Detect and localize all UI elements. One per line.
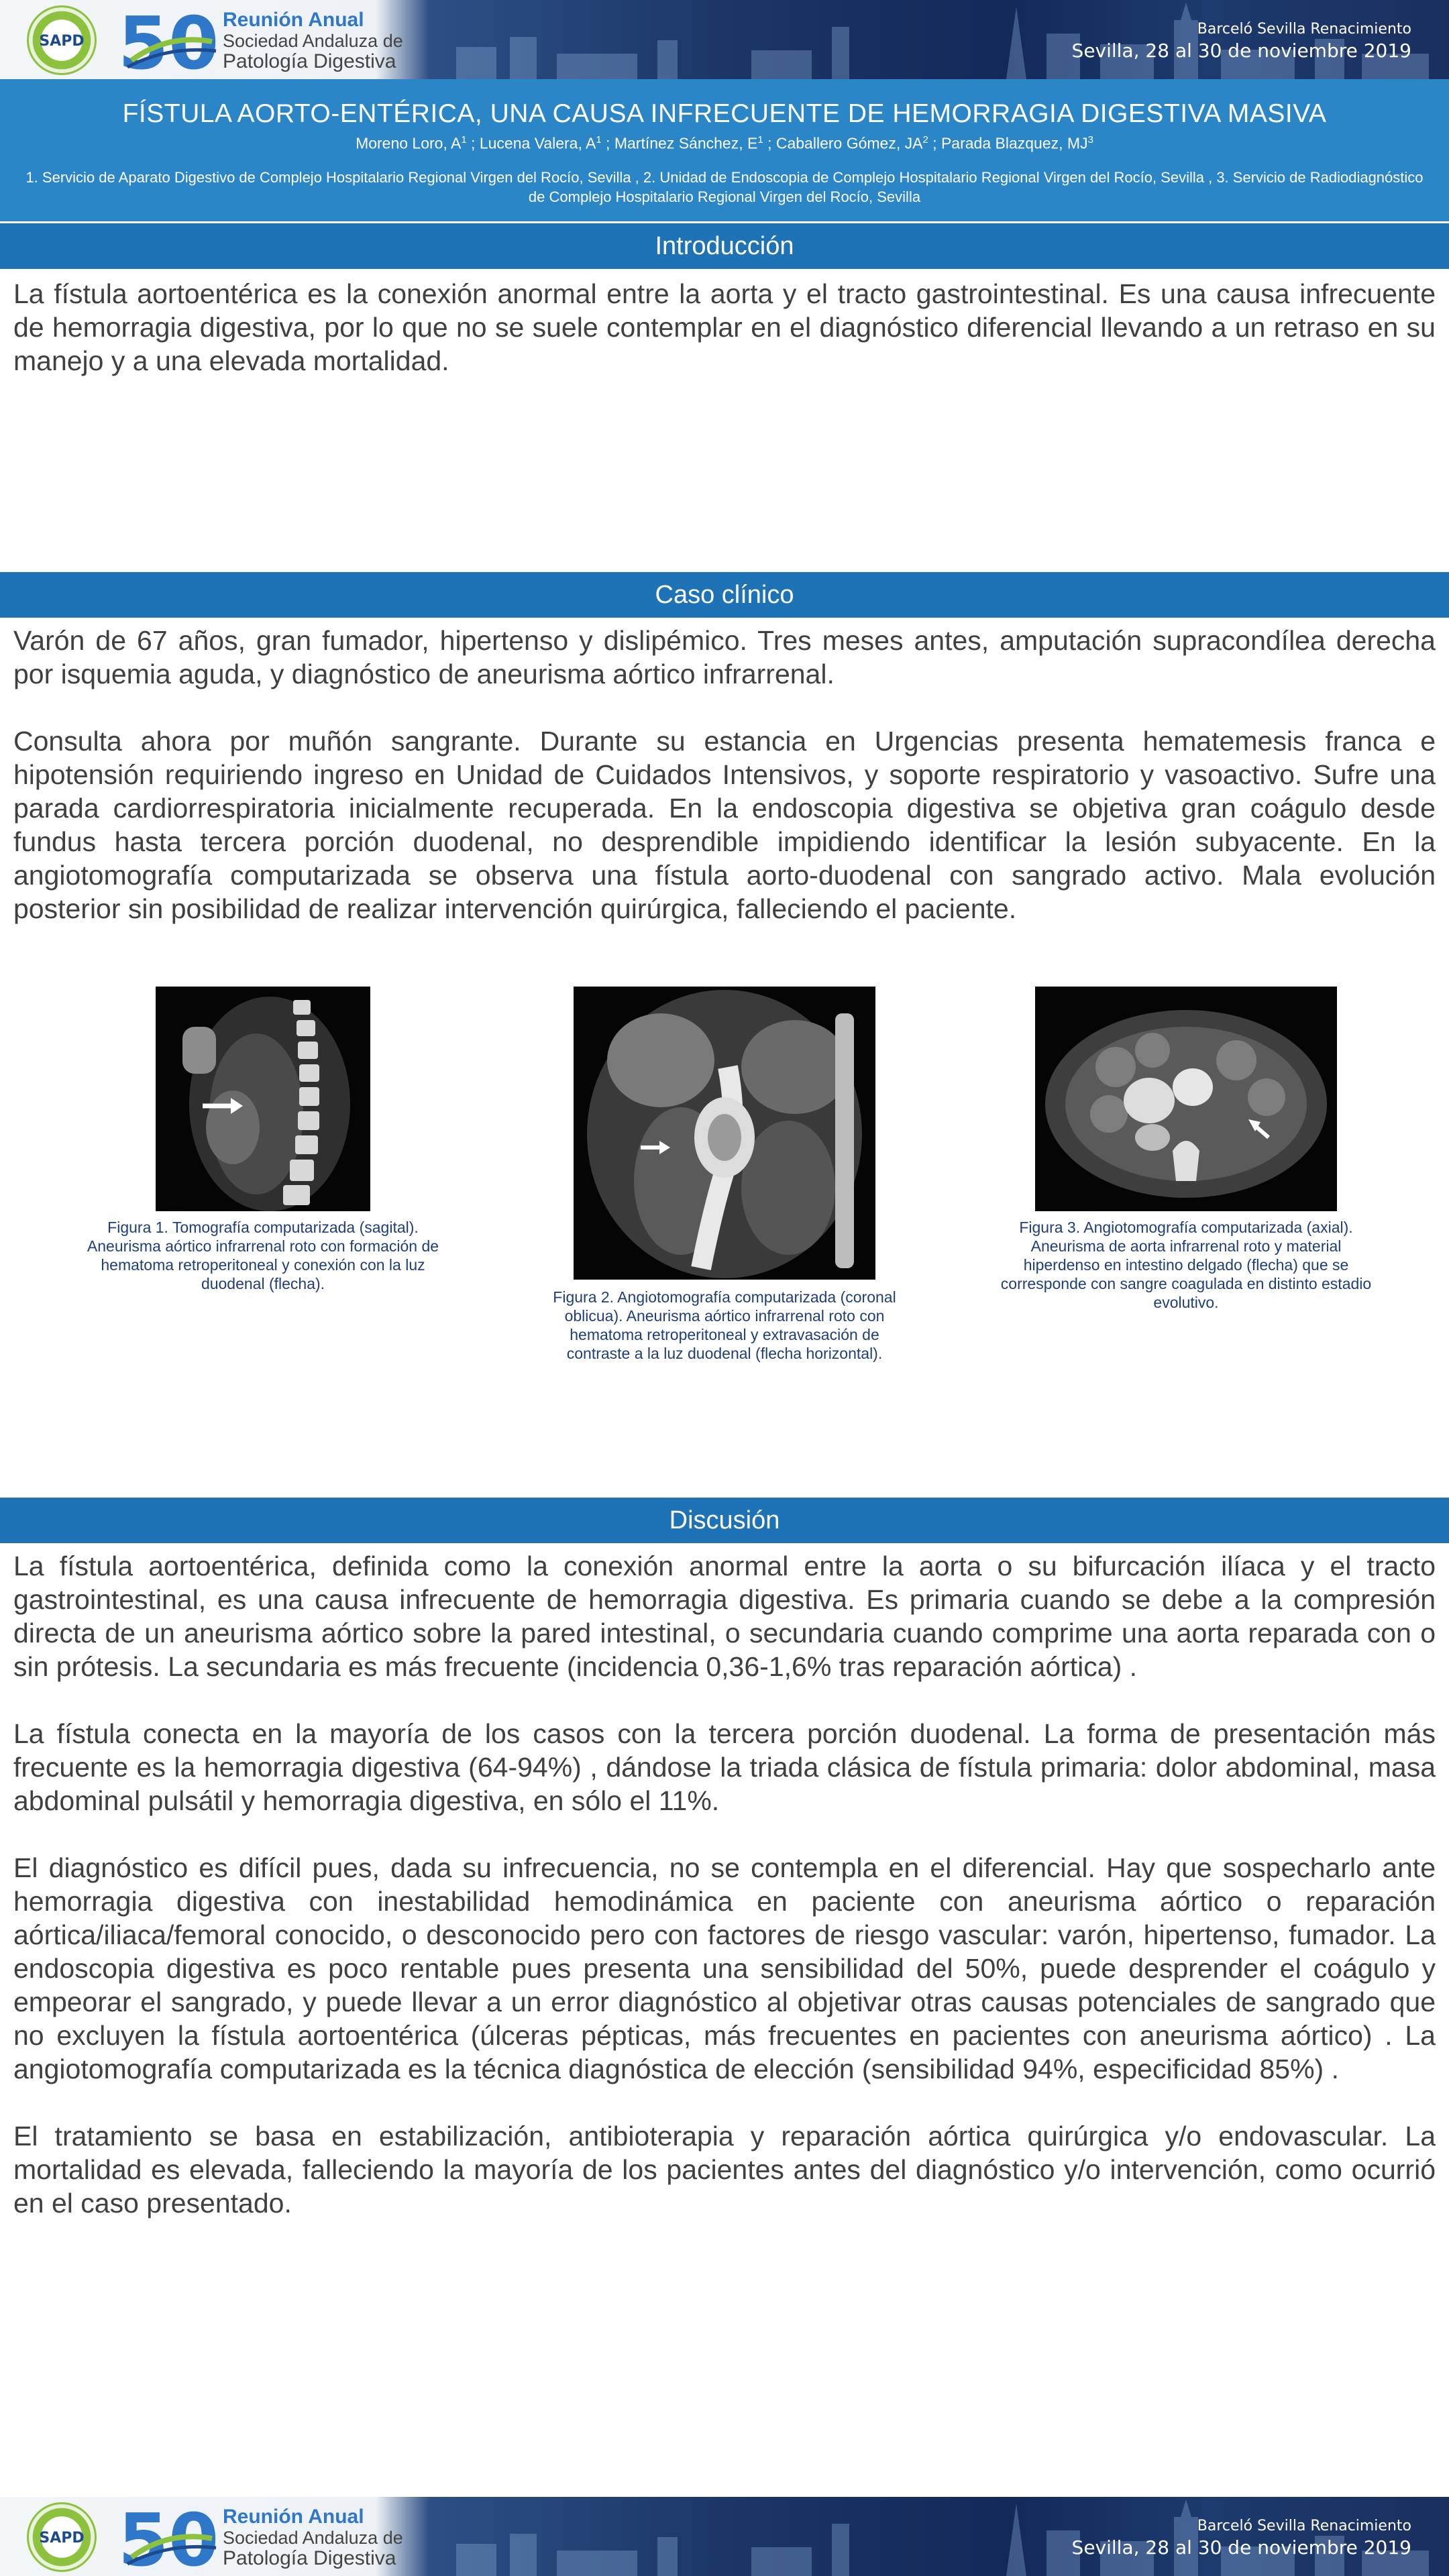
paragraph: La fístula conecta en la mayoría de los casos con la tercera porción duodenal. La forma de presentación más frecuente es la hemorragia digestiva (64-94%) , dándose la triada clásica de fístula primaria: dolor abdominal, masa abdominal pulsátil y hemorragia digestiva, en sólo el 11%. [13, 1718, 1436, 1816]
paragraph: El tratamiento se basa en estabilización, antibioterapia y reparación aórtica quirúrgica y/o endovascular. La mortalidad es elevada, falleciendo la mayoría de los pacientes antes del diagnóstico y/o intervención, como ocurrió en el caso presentado. [13, 2121, 1436, 2219]
figure-2-coronal-angio-ct-image [574, 987, 875, 1280]
venue-line-2: Sevilla, 28 al 30 de noviembre 2019 [1071, 2536, 1411, 2559]
paragraph: Varón de 67 años, gran fumador, hipertenso y dislipémico. Tres meses antes, amputación supracondílea derecha por isquemia aguda, y diagnóstico de aneurisma aórtico infrarrenal. [13, 625, 1436, 689]
section-body-discusion [13, 1549, 1436, 2220]
bottom-banner [0, 2497, 1449, 2576]
author-name: Moreno Loro, A [356, 134, 462, 152]
seal-text: SAPD [39, 2530, 85, 2546]
paragraph: El diagnóstico es difícil pues, dada su infrecuencia, no se contempla en el diferencial. Hay que sospecharlo ante hemorragia digestiva con inestabilidad hemodinámica en paciente con aneurisma aórtico o reparación aórtica/iliaca/femoral conocido, o desconocido pero con factores de riesgo vascular: varón, hipertenso, fumador. La endoscopia digestiva es poco rentable pues presenta una sensibilidad del 50%, puede desprender el coágulo y empeorar el sangrado, y puede llevar a un error diagnóstico al objetivar otras causas potenciales de sangrado que no excluyen la fístula aortoentérica (úlceras pépticas, más frecuentes en pacientes con aneurisma aórtico) . La angiotomografía computarizada es la técnica diagnóstica de elección (sensibilidad 94%, especificidad 85%) . [13, 1852, 1436, 2084]
author-affiliation-number: 3 [1087, 134, 1093, 146]
section-body-introduccion [13, 277, 1436, 378]
affiliations: 1. Servicio de Aparato Digestivo de Complejo Hospitalario Regional Virgen del Rocío, Sevilla , 2. Unidad de Endoscopia de Complejo Hospitalario Regional Virgen del Rocío, Sevilla , 3. Servicio de Radiodiagnóstico de Complejo Hospitalario Regional Virgen del Rocío, Sevilla [25, 168, 1424, 205]
logo-number: 50 [118, 7, 219, 74]
author-list: Moreno Loro, $A^1$ ; Lucena Valera, $A^1$ ; Martínez Sánchez, $E^1$ ; Caballero Gómez, $JA^2$ ; Parada Blazquez, $MJ^3$ [356, 134, 1093, 152]
fifty-anniversary-logo [118, 7, 219, 74]
logo-line-3: Patología Digestiva [223, 2547, 396, 2569]
society-name [223, 9, 403, 72]
author-name: Caballero Gómez, JA [775, 134, 923, 152]
section-heading-caso-clinico: Caso clínico [0, 572, 1449, 618]
paragraph: La fístula aortoentérica, definida como la conexión anormal entre la aorta o su bifurcación ilíaca y el tracto gastrointestinal, es una causa infrecuente de hemorragia digestiva. Es primaria cuando se debe a la compresión directa de un aneurisma aórtico sobre la pared intestinal, o secundaria cuando comprime una aorta reparada con o sin prótesis. La secundaria es más frecuente (incidencia 0,36-1,6% tras reparación aórtica) . [13, 1551, 1436, 1682]
author-name: Parada Blazquez, MJ [941, 134, 1088, 152]
logo-line-2: Sociedad Andaluza de [223, 31, 403, 51]
paragraph: La fístula aortoentérica es la conexión anormal entre la aorta y el tracto gastrointestinal. Es una causa infrecuente de hemorragia digestiva, por lo que no se suele contemplar en el diagnóstico diferencial llevando a un retraso en su manejo y a una elevada mortalidad. [13, 278, 1436, 376]
venue-line-1: Barceló Sevilla Renacimiento [1197, 2518, 1411, 2534]
society-name [223, 2506, 403, 2569]
sapd-seal-logo [27, 2502, 97, 2572]
author-name: Lucena Valera, A [479, 134, 596, 152]
author-affiliation-number: 1 [757, 134, 763, 146]
venue-line-2: Sevilla, 28 al 30 de noviembre 2019 [1071, 40, 1411, 62]
seal-text: SAPD [39, 33, 85, 50]
venue-info [1072, 20, 1411, 63]
author-affiliation-number: 1 [461, 134, 467, 146]
sapd-seal-logo [27, 5, 97, 75]
logo-line-1: Reunión Anual [223, 9, 364, 31]
author-affiliation-number: 2 [922, 134, 928, 146]
poster-title: FÍSTULA AORTO-ENTÉRICA, UNA CAUSA INFRECUENTE DE HEMORRAGIA DIGESTIVA MASIVA [122, 99, 1327, 128]
author-name: Martínez Sánchez, E [614, 134, 758, 152]
logo-line-3: Patología Digestiva [223, 50, 396, 72]
section-body-caso-clinico [13, 624, 1436, 926]
venue-info [1072, 2517, 1411, 2560]
figure-2-caption: Figura 2. Angiotomografía computarizada (coronal oblicua). Aneurisma aórtico infrarrenal roto con hematoma retroperitoneal y extravasación de contraste a la luz duodenal (flecha horizontal). [553, 1288, 896, 1362]
title-block [0, 79, 1449, 221]
logo-number: 50 [118, 2504, 219, 2571]
figure-1-caption: Figura 1. Tomografía computarizada (sagital). Aneurisma aórtico infrarrenal roto con formación de hematoma retroperitoneal y conexión con la luz duodenal (flecha). [87, 1219, 439, 1292]
paragraph: Consulta ahora por muñón sangrante. Durante su estancia en Urgencias presenta hematemesis franca e hipotensión requiriendo ingreso en Unidad de Cuidados Intensivos, y soporte respiratorio y vasoactivo. Sufre una parada cardiorrespiratoria inicialmente recuperada. En la endoscopia digestiva se objetiva gran coágulo desde fundus hasta tercera porción duodenal, no desprendible impidiendo identificar la lesión subyacente. En la angiotomografía computarizada se observa una fístula aorto-duodenal con sangrado activo. Mala evolución posterior sin posibilidad de realizar intervención quirúrgica, falleciendo el paciente. [13, 726, 1436, 924]
logo-line-2: Sociedad Andaluza de [223, 2528, 403, 2548]
top-banner [0, 0, 1449, 79]
section-heading-introduccion: Introducción [0, 223, 1449, 269]
author-affiliation-number: 1 [596, 134, 602, 146]
fifty-anniversary-logo [118, 2504, 219, 2571]
figure-1-sagittal-ct-image [156, 987, 370, 1211]
logo-line-1: Reunión Anual [223, 2506, 364, 2528]
figure-3-axial-angio-ct-image [1035, 987, 1337, 1211]
figure-3-caption: Figura 3. Angiotomografía computarizada (axial). Aneurisma de aorta infrarrenal roto y material hiperdenso en intestino delgado (flecha) que se corresponde con sangre coagulada en distinto estadio evolutivo. [1000, 1219, 1372, 1311]
venue-line-1: Barceló Sevilla Renacimiento [1197, 21, 1411, 38]
section-heading-discusion: Discusión [0, 1498, 1449, 1543]
